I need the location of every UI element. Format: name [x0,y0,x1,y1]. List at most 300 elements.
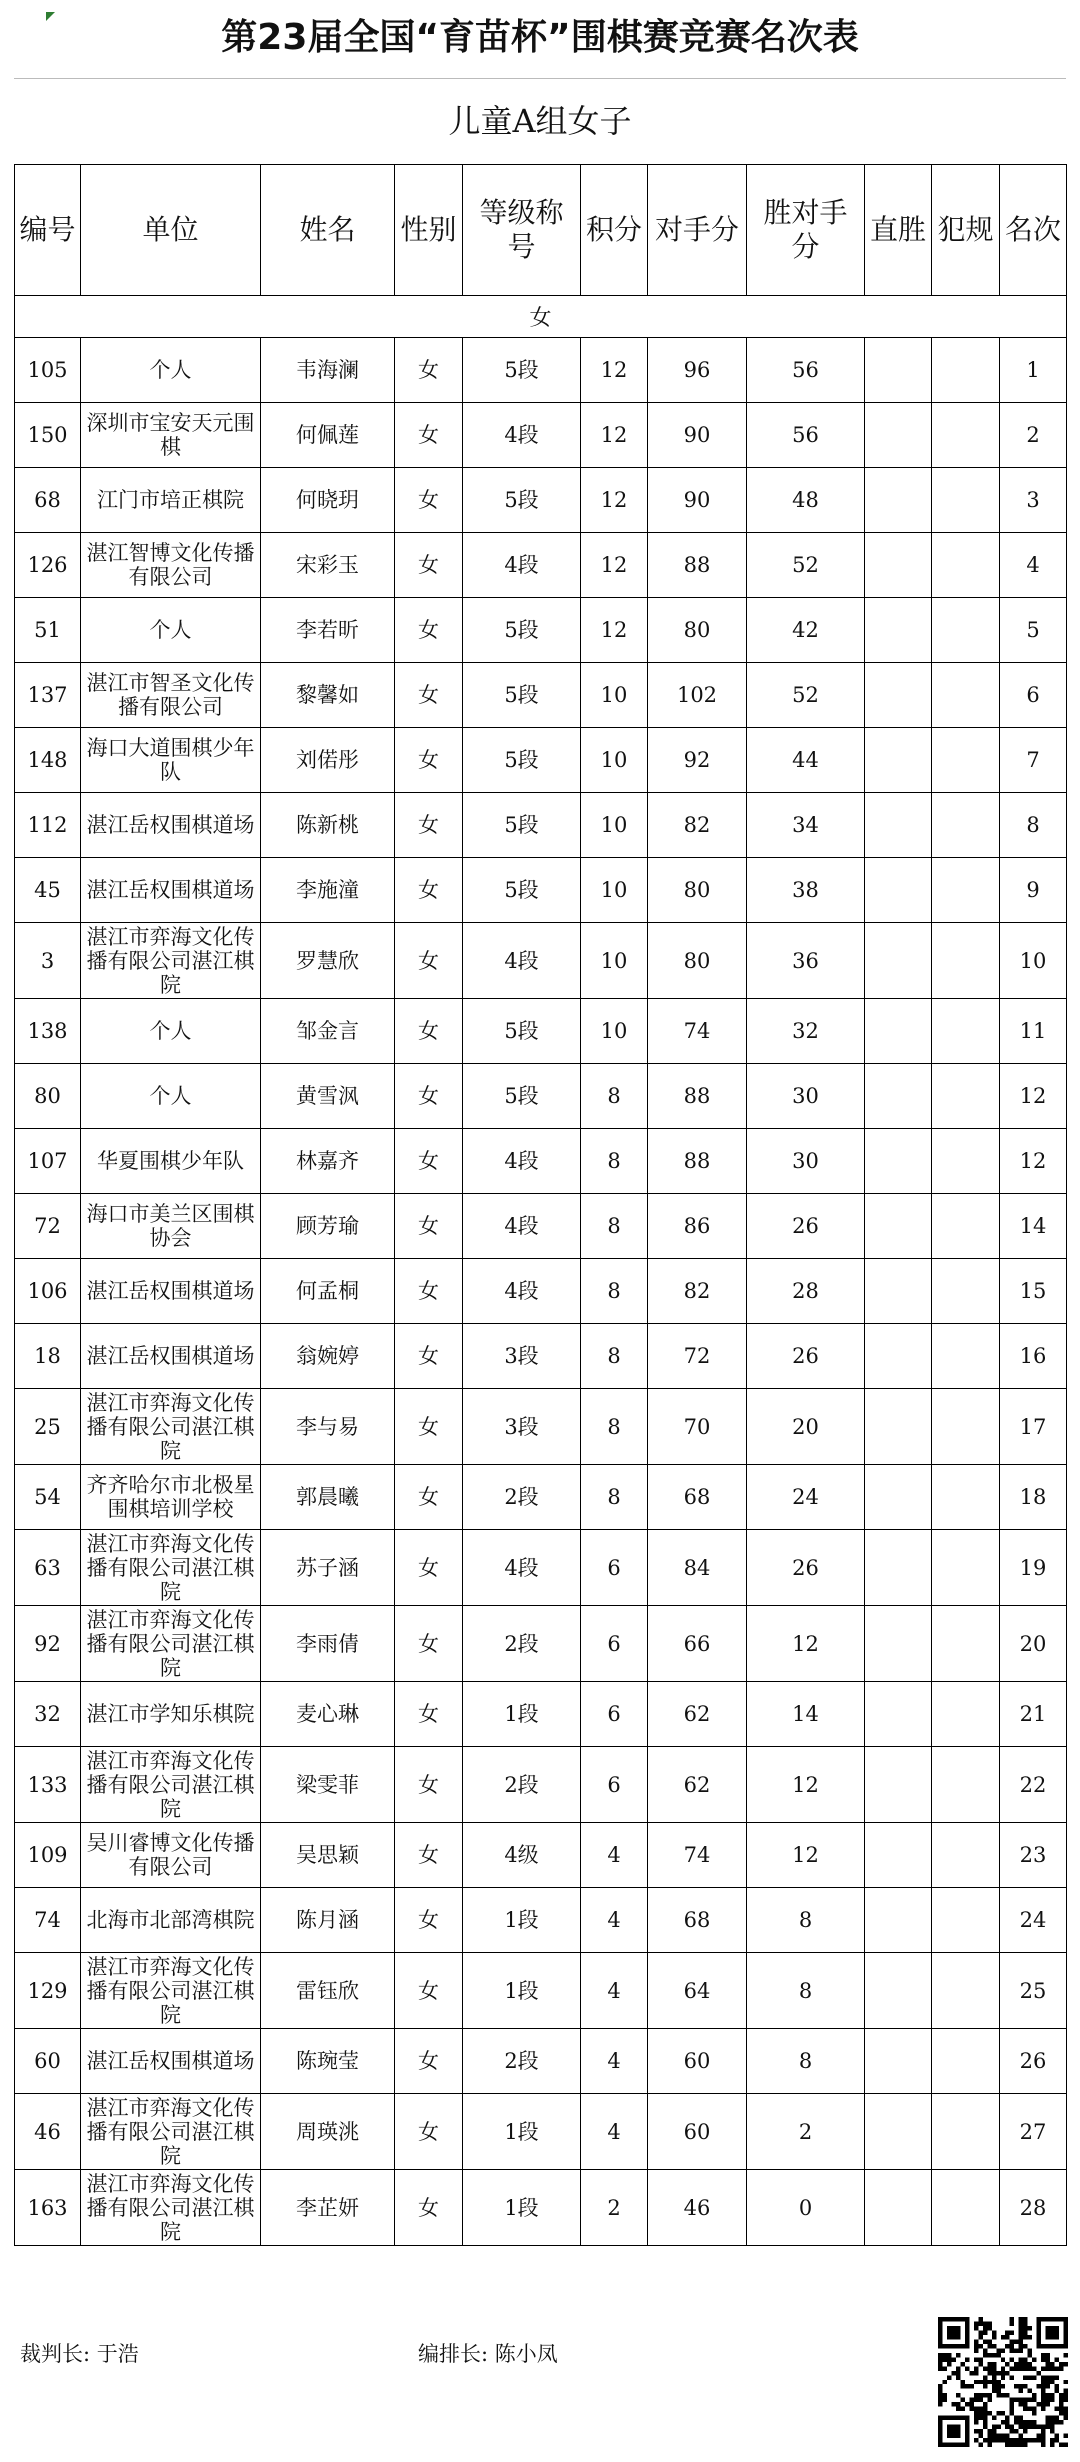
table-row [15,728,1067,793]
player-rank-title: 5段 [463,793,581,858]
player-unit: 湛江岳权围棋道场 [81,2029,261,2094]
player-win-opponent-score: 14 [747,1682,865,1747]
player-name: 梁雯菲 [261,1747,395,1823]
player-name: 黄雪沨 [261,1064,395,1129]
player-win-opponent-score: 32 [747,999,865,1064]
table-row [15,1823,1067,1888]
player-id: 60 [15,2029,81,2094]
player-rank-title: 3段 [463,1324,581,1389]
player-gender: 女 [395,598,463,663]
player-points: 12 [581,598,648,663]
player-place: 16 [1000,1324,1067,1389]
player-opponent-score: 92 [648,728,747,793]
player-id: 133 [15,1747,81,1823]
player-gender: 女 [395,1129,463,1194]
table-row [15,793,1067,858]
player-place: 5 [1000,598,1067,663]
player-gender: 女 [395,1324,463,1389]
player-gender: 女 [395,1064,463,1129]
table-row [15,403,1067,468]
player-rank-title: 4级 [463,1823,581,1888]
player-id: 74 [15,1888,81,1953]
player-foul [932,663,1000,728]
table-row [15,1682,1067,1747]
player-name: 郭晨曦 [261,1465,395,1530]
player-direct-win [865,468,932,533]
player-id: 80 [15,1064,81,1129]
player-unit: 吴川睿博文化传播有限公司 [81,1823,261,1888]
player-place: 19 [1000,1530,1067,1606]
player-direct-win [865,1259,932,1324]
player-direct-win [865,1465,932,1530]
table-row [15,1953,1067,2029]
player-unit: 海口大道围棋少年队 [81,728,261,793]
player-unit: 北海市北部湾棋院 [81,1888,261,1953]
player-id: 137 [15,663,81,728]
player-name: 何晓玥 [261,468,395,533]
player-points: 10 [581,793,648,858]
player-rank-title: 1段 [463,2094,581,2170]
player-rank-title: 5段 [463,858,581,923]
referee-label: 裁判长: 于浩 [20,2342,139,2366]
player-id: 18 [15,1324,81,1389]
player-unit: 深圳市宝安天元围棋 [81,403,261,468]
player-direct-win [865,1747,932,1823]
header-cell: 单位 [81,165,261,296]
player-foul [932,858,1000,923]
player-rank-title: 2段 [463,2029,581,2094]
player-place: 18 [1000,1465,1067,1530]
player-name: 翁婉婷 [261,1324,395,1389]
player-name: 顾芳瑜 [261,1194,395,1259]
player-opponent-score: 82 [648,1259,747,1324]
player-unit: 湛江岳权围棋道场 [81,858,261,923]
player-points: 8 [581,1324,648,1389]
player-win-opponent-score: 26 [747,1324,865,1389]
player-name: 李若昕 [261,598,395,663]
player-direct-win [865,1389,932,1465]
player-direct-win [865,2170,932,2246]
player-id: 63 [15,1530,81,1606]
player-direct-win [865,1324,932,1389]
player-place: 24 [1000,1888,1067,1953]
player-rank-title: 5段 [463,1064,581,1129]
player-points: 4 [581,1823,648,1888]
player-win-opponent-score: 12 [747,1606,865,1682]
player-unit: 湛江岳权围棋道场 [81,793,261,858]
player-name: 苏子涵 [261,1530,395,1606]
player-unit: 华夏围棋少年队 [81,1129,261,1194]
player-win-opponent-score: 12 [747,1823,865,1888]
table-row [15,1324,1067,1389]
player-opponent-score: 88 [648,1129,747,1194]
player-opponent-score: 82 [648,793,747,858]
player-opponent-score: 70 [648,1389,747,1465]
player-opponent-score: 102 [648,663,747,728]
player-id: 68 [15,468,81,533]
player-id: 126 [15,533,81,598]
player-name: 邹金言 [261,999,395,1064]
player-name: 宋彩玉 [261,533,395,598]
player-direct-win [865,999,932,1064]
player-points: 8 [581,1259,648,1324]
table-row [15,598,1067,663]
table-row [15,468,1067,533]
player-opponent-score: 60 [648,2094,747,2170]
player-points: 10 [581,999,648,1064]
player-gender: 女 [395,533,463,598]
player-rank-title: 4段 [463,923,581,999]
player-direct-win [865,2029,932,2094]
player-gender: 女 [395,1682,463,1747]
player-win-opponent-score: 30 [747,1129,865,1194]
player-win-opponent-score: 0 [747,2170,865,2246]
player-opponent-score: 66 [648,1606,747,1682]
player-win-opponent-score: 44 [747,728,865,793]
player-place: 15 [1000,1259,1067,1324]
player-place: 11 [1000,999,1067,1064]
player-foul [932,2170,1000,2246]
player-id: 72 [15,1194,81,1259]
player-win-opponent-score: 48 [747,468,865,533]
player-direct-win [865,403,932,468]
player-points: 8 [581,1129,648,1194]
player-gender: 女 [395,468,463,533]
player-opponent-score: 80 [648,923,747,999]
player-points: 10 [581,663,648,728]
player-gender: 女 [395,403,463,468]
player-foul [932,728,1000,793]
player-id: 150 [15,403,81,468]
player-win-opponent-score: 30 [747,1064,865,1129]
player-direct-win [865,1888,932,1953]
table-row [15,2029,1067,2094]
player-unit: 湛江市弈海文化传播有限公司湛江棋院 [81,2094,261,2170]
player-id: 129 [15,1953,81,2029]
player-rank-title: 5段 [463,663,581,728]
player-points: 4 [581,2094,648,2170]
player-unit: 湛江市弈海文化传播有限公司湛江棋院 [81,1606,261,1682]
table-row [15,1530,1067,1606]
player-foul [932,1953,1000,2029]
group-subtitle: 儿童A组女子 [448,102,632,140]
player-foul [932,1465,1000,1530]
player-id: 45 [15,858,81,923]
player-unit: 海口市美兰区围棋协会 [81,1194,261,1259]
player-gender: 女 [395,663,463,728]
table-row [15,858,1067,923]
player-foul [932,403,1000,468]
player-points: 6 [581,1530,648,1606]
player-foul [932,1064,1000,1129]
player-win-opponent-score: 52 [747,533,865,598]
table-row [15,2170,1067,2246]
player-points: 2 [581,2170,648,2246]
player-name: 周瑛洮 [261,2094,395,2170]
player-win-opponent-score: 38 [747,858,865,923]
table-row [15,1129,1067,1194]
header-cell: 直胜 [865,165,932,296]
player-name: 罗慧欣 [261,923,395,999]
player-rank-title: 3段 [463,1389,581,1465]
player-foul [932,2029,1000,2094]
player-direct-win [865,1064,932,1129]
player-opponent-score: 84 [648,1530,747,1606]
player-points: 10 [581,728,648,793]
player-win-opponent-score: 12 [747,1747,865,1823]
player-points: 4 [581,2029,648,2094]
player-opponent-score: 96 [648,338,747,403]
player-points: 12 [581,468,648,533]
player-rank-title: 5段 [463,728,581,793]
player-unit: 湛江市弈海文化传播有限公司湛江棋院 [81,2170,261,2246]
player-gender: 女 [395,2029,463,2094]
player-foul [932,533,1000,598]
player-unit: 湛江市智圣文化传播有限公司 [81,663,261,728]
player-win-opponent-score: 28 [747,1259,865,1324]
player-id: 92 [15,1606,81,1682]
table-row [15,1606,1067,1682]
header-cell: 对手分 [648,165,747,296]
player-place: 27 [1000,2094,1067,2170]
player-unit: 湛江市学知乐棋院 [81,1682,261,1747]
player-rank-title: 4段 [463,533,581,598]
player-id: 32 [15,1682,81,1747]
player-win-opponent-score: 52 [747,663,865,728]
player-direct-win [865,533,932,598]
player-place: 17 [1000,1389,1067,1465]
title-divider [14,78,1066,79]
arranger-label: 编排长: 陈小凤 [418,2342,558,2366]
player-rank-title: 2段 [463,1465,581,1530]
player-id: 109 [15,1823,81,1888]
player-unit: 湛江岳权围棋道场 [81,1259,261,1324]
player-win-opponent-score: 56 [747,403,865,468]
player-place: 3 [1000,468,1067,533]
player-win-opponent-score: 42 [747,598,865,663]
player-name: 黎馨如 [261,663,395,728]
player-place: 20 [1000,1606,1067,1682]
table-row [15,1465,1067,1530]
player-foul [932,1682,1000,1747]
player-place: 26 [1000,2029,1067,2094]
player-gender: 女 [395,999,463,1064]
player-points: 10 [581,858,648,923]
player-win-opponent-score: 56 [747,338,865,403]
table-row [15,663,1067,728]
player-points: 4 [581,1888,648,1953]
qr-code-icon [938,2317,1068,2447]
player-foul [932,999,1000,1064]
player-foul [932,1259,1000,1324]
player-name: 陈琬莹 [261,2029,395,2094]
player-id: 138 [15,999,81,1064]
player-direct-win [865,858,932,923]
player-points: 6 [581,1682,648,1747]
player-rank-title: 4段 [463,403,581,468]
table-row [15,923,1067,999]
player-rank-title: 1段 [463,1888,581,1953]
player-points: 12 [581,533,648,598]
table-row [15,338,1067,403]
table-row [15,1064,1067,1129]
player-gender: 女 [395,338,463,403]
player-place: 7 [1000,728,1067,793]
player-opponent-score: 68 [648,1465,747,1530]
player-id: 107 [15,1129,81,1194]
player-opponent-score: 88 [648,1064,747,1129]
player-opponent-score: 88 [648,533,747,598]
player-place: 12 [1000,1129,1067,1194]
player-foul [932,1823,1000,1888]
player-direct-win [865,1953,932,2029]
player-opponent-score: 74 [648,999,747,1064]
player-points: 6 [581,1606,648,1682]
player-rank-title: 1段 [463,1682,581,1747]
player-foul [932,338,1000,403]
player-foul [932,793,1000,858]
player-place: 22 [1000,1747,1067,1823]
player-foul [932,1194,1000,1259]
player-opponent-score: 64 [648,1953,747,2029]
player-points: 6 [581,1747,648,1823]
player-name: 李芷妍 [261,2170,395,2246]
player-direct-win [865,1823,932,1888]
player-name: 李与易 [261,1389,395,1465]
player-rank-title: 1段 [463,1953,581,2029]
player-points: 8 [581,1389,648,1465]
player-foul [932,468,1000,533]
player-win-opponent-score: 26 [747,1530,865,1606]
player-place: 8 [1000,793,1067,858]
player-foul [932,1129,1000,1194]
player-place: 28 [1000,2170,1067,2246]
player-place: 25 [1000,1953,1067,2029]
player-direct-win [865,923,932,999]
player-unit: 江门市培正棋院 [81,468,261,533]
table-row [15,533,1067,598]
player-gender: 女 [395,1259,463,1324]
table-row [15,2094,1067,2170]
player-gender: 女 [395,2170,463,2246]
player-rank-title: 4段 [463,1259,581,1324]
player-opponent-score: 68 [648,1888,747,1953]
player-win-opponent-score: 8 [747,1888,865,1953]
player-place: 6 [1000,663,1067,728]
player-id: 46 [15,2094,81,2170]
player-direct-win [865,1194,932,1259]
player-opponent-score: 62 [648,1682,747,1747]
player-gender: 女 [395,1606,463,1682]
player-place: 2 [1000,403,1067,468]
player-opponent-score: 90 [648,468,747,533]
table-row [15,1194,1067,1259]
player-points: 8 [581,1465,648,1530]
player-place: 1 [1000,338,1067,403]
page-title: 第23届全国“育苗杯”围棋赛竞赛名次表 [221,17,859,58]
player-unit: 湛江岳权围棋道场 [81,1324,261,1389]
player-opponent-score: 60 [648,2029,747,2094]
player-unit: 湛江智博文化传播有限公司 [81,533,261,598]
player-opponent-score: 86 [648,1194,747,1259]
player-gender: 女 [395,1953,463,2029]
table-row [15,1888,1067,1953]
player-gender: 女 [395,1747,463,1823]
player-name: 陈月涵 [261,1888,395,1953]
player-rank-title: 2段 [463,1747,581,1823]
player-foul [932,1747,1000,1823]
player-name: 刘偌彤 [261,728,395,793]
header-cell: 等级称号 [463,165,581,296]
player-win-opponent-score: 24 [747,1465,865,1530]
player-name: 李雨倩 [261,1606,395,1682]
player-id: 163 [15,2170,81,2246]
player-gender: 女 [395,1465,463,1530]
player-direct-win [865,1129,932,1194]
player-name: 林嘉齐 [261,1129,395,1194]
player-rank-title: 5段 [463,468,581,533]
player-gender: 女 [395,858,463,923]
player-unit: 个人 [81,598,261,663]
player-foul [932,598,1000,663]
header-cell: 积分 [581,165,648,296]
player-opponent-score: 80 [648,598,747,663]
player-id: 51 [15,598,81,663]
player-gender: 女 [395,1389,463,1465]
player-unit: 湛江市弈海文化传播有限公司湛江棋院 [81,1530,261,1606]
player-win-opponent-score: 20 [747,1389,865,1465]
player-gender: 女 [395,728,463,793]
player-opponent-score: 80 [648,858,747,923]
player-foul [932,1606,1000,1682]
player-gender: 女 [395,923,463,999]
player-foul [932,1888,1000,1953]
player-unit: 湛江市弈海文化传播有限公司湛江棋院 [81,1747,261,1823]
player-id: 25 [15,1389,81,1465]
player-direct-win [865,2094,932,2170]
section-label: 女 [15,296,1067,338]
player-gender: 女 [395,1888,463,1953]
player-unit: 个人 [81,1064,261,1129]
player-foul [932,1389,1000,1465]
player-name: 雷钰欣 [261,1953,395,2029]
player-direct-win [865,1606,932,1682]
player-win-opponent-score: 36 [747,923,865,999]
player-win-opponent-score: 26 [747,1194,865,1259]
player-direct-win [865,663,932,728]
header-row [15,165,1067,296]
player-place: 9 [1000,858,1067,923]
header-cell: 名次 [1000,165,1067,296]
player-unit: 湛江市弈海文化传播有限公司湛江棋院 [81,923,261,999]
player-rank-title: 2段 [463,1606,581,1682]
table-row [15,999,1067,1064]
player-name: 何佩莲 [261,403,395,468]
player-foul [932,1530,1000,1606]
header-cell: 胜对手分 [747,165,865,296]
player-place: 23 [1000,1823,1067,1888]
header-cell: 编号 [15,165,81,296]
player-direct-win [865,1530,932,1606]
player-rank-title: 1段 [463,2170,581,2246]
player-name: 韦海澜 [261,338,395,403]
player-points: 12 [581,403,648,468]
player-place: 4 [1000,533,1067,598]
player-opponent-score: 62 [648,1747,747,1823]
player-id: 3 [15,923,81,999]
player-rank-title: 4段 [463,1129,581,1194]
player-rank-title: 5段 [463,338,581,403]
